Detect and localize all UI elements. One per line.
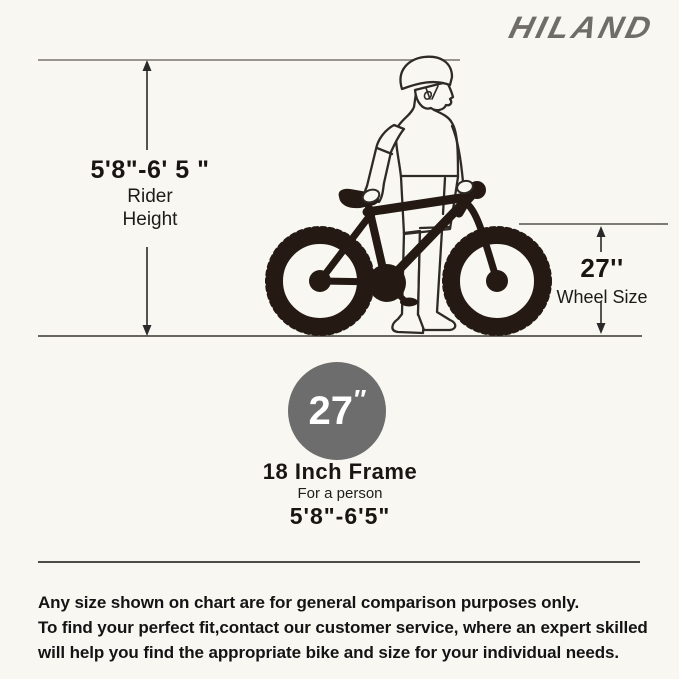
wheel-size-block (540, 253, 664, 309)
wheel-size-label: Wheel Size (556, 287, 648, 307)
disclaimer-line-3: will help you find the appropriate bike and size for your individual needs. (38, 643, 619, 662)
wheel-size-value: 27'' (580, 253, 624, 283)
disclaimer-line-1: Any size shown on chart are for general comparison purposes only. (38, 593, 580, 612)
disclaimer-line-2: To find your perfect fit,contact our customer service, where an expert skilled (38, 618, 648, 637)
wheel-badge-unit: ″ (354, 384, 367, 414)
frame-height-range: 5'8"-6'5" (289, 503, 391, 529)
seat-post (368, 203, 372, 216)
rider-height-value: 5'8"-6' 5 " (90, 156, 210, 184)
pedal (400, 298, 418, 307)
disclaimer (38, 590, 653, 665)
rider-height-label-1: Rider (127, 186, 173, 207)
rider-height-label-2: Height (122, 209, 178, 230)
rider-helmet (401, 57, 452, 89)
frame-subtitle: For a person (297, 485, 383, 502)
frame-title: 18 Inch Frame (262, 459, 418, 484)
wheel-badge (288, 362, 386, 460)
rider-height-block (85, 156, 215, 231)
divider-line (38, 561, 640, 563)
wheel-badge-number: 27 (308, 389, 354, 433)
brand-logo: HILAND (505, 10, 658, 45)
